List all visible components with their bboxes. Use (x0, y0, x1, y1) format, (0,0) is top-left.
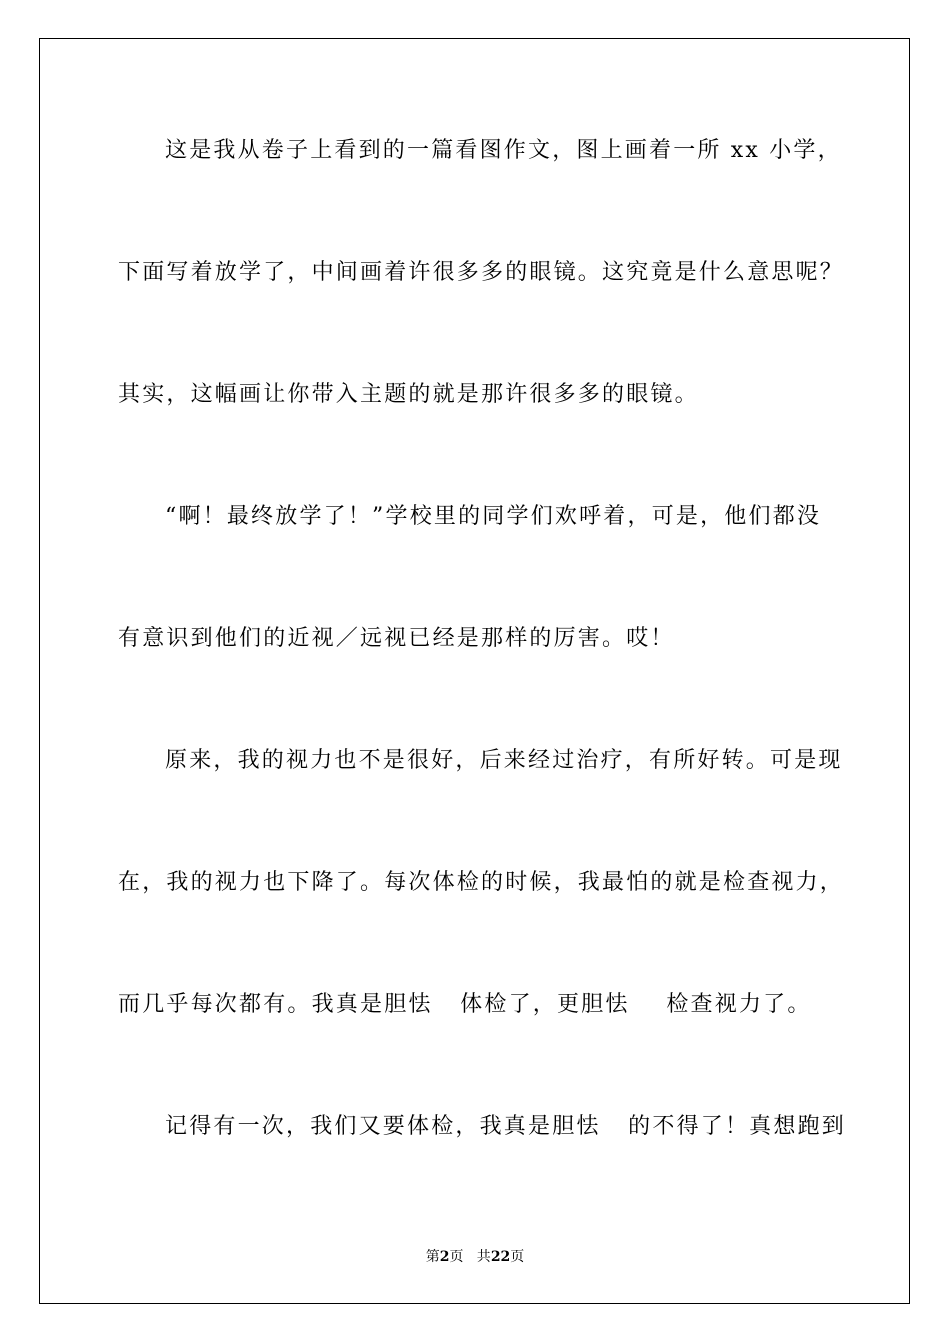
paragraph-line-7: 在，我的视力也下降了。每次体检的时候，我最怕的就是检查视力， (118, 870, 845, 895)
page-footer (0, 1247, 950, 1267)
footer-page-prefix: 第 (425, 1249, 440, 1265)
paragraph-line-8: 而几乎每次都有。我真是胆怯 体检了，更胆怯 检查视力了。 (118, 992, 812, 1017)
paragraph-line-5: 有意识到他们的近视／远视已经是那样的厉害。哎！ (118, 626, 675, 651)
paragraph-line-9: 记得有一次，我们又要体检，我真是胆怯 的不得了！真想跑到 (165, 1114, 846, 1139)
footer-page-current: 2 (439, 1249, 450, 1265)
footer-page-mid: 页 共 (449, 1249, 491, 1265)
paragraph-line-1: 这是我从卷子上看到的一篇看图作文，图上画着一所 xx 小学， (165, 138, 842, 163)
paragraph-line-3: 其实，这幅画让你带入主题的就是那许很多多的眼镜。 (118, 382, 699, 407)
paragraph-line-6: 原来，我的视力也不是很好，后来经过治疗，有所好转。可是现 (165, 748, 843, 773)
footer-page-total: 22 (490, 1249, 511, 1265)
paragraph-line-4: “啊！最终放学了！”学校里的同学们欢呼着，可是，他们都没 (165, 504, 822, 529)
paragraph-line-2: 下面写着放学了，中间画着许很多多的眼镜。这究竟是什么意思呢？ (118, 260, 845, 285)
footer-page-suffix: 页 (510, 1249, 525, 1265)
